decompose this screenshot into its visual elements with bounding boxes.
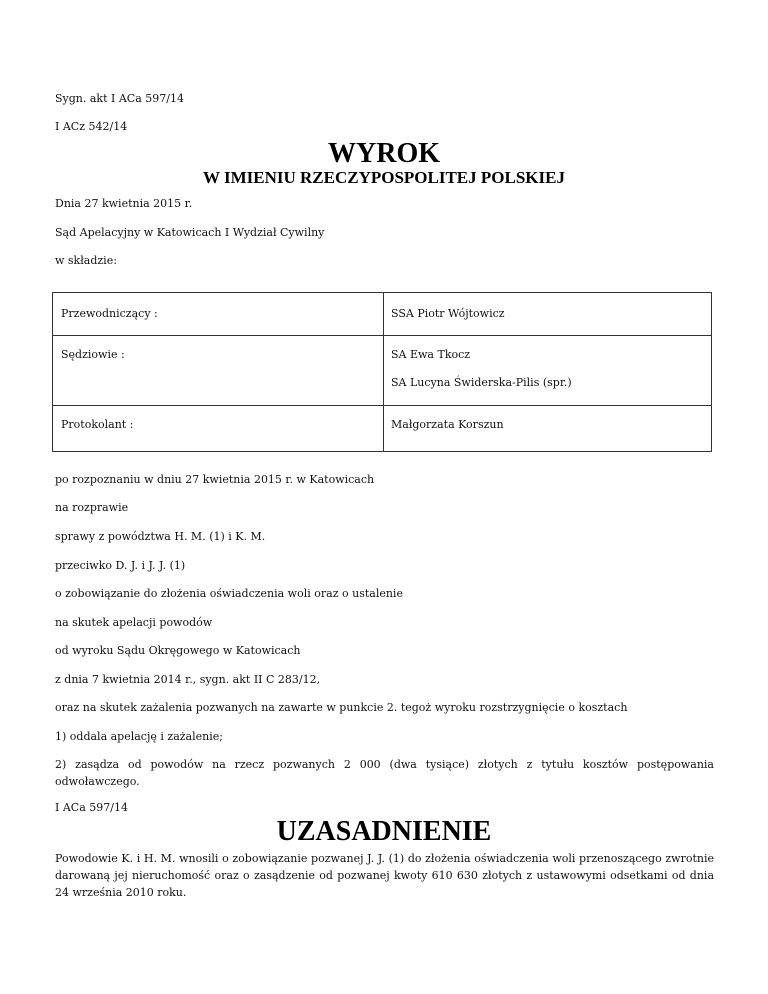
clerk-name: Małgorzata Korszun xyxy=(391,418,504,431)
body-line: na rozprawie xyxy=(55,501,129,514)
table-row-divider xyxy=(53,335,711,336)
body-line: oraz na skutek zażalenia pozwanych na zawarte w punkcie 2. tegoż wyroku rozstrzygnięcie o kosztach xyxy=(55,701,628,714)
body-line: z dnia 7 kwietnia 2014 r., sygn. akt II C 283/12, xyxy=(55,673,321,686)
table-column-divider xyxy=(383,293,384,451)
body-line: sprawy z powództwa H. M. (1) i K. M. xyxy=(55,530,266,543)
justification-paragraph: Powodowie K. i H. M. wnosili o zobowiązanie pozwanej J. J. (1) do złożenia oświadczenia woli przenoszącego zwrotnie darowaną jej nieruchomość oraz o zasądzenie od pozwanej kwoty 610 630 złotych z ustawowymi odsetkami od dnia 24 września 2010 roku. xyxy=(55,852,714,899)
judgment-title: WYROK xyxy=(328,138,440,169)
body-line: przeciwko D. J. i J. J. (1) xyxy=(55,559,186,572)
clerk-label: Protokolant : xyxy=(61,418,134,431)
judges-label: Sędziowie : xyxy=(61,348,125,361)
table-row-divider xyxy=(53,405,711,406)
chair-label: Przewodniczący : xyxy=(61,307,158,320)
justification-title: UZASADNIENIE xyxy=(276,816,492,847)
court-name: Sąd Apelacyjny w Katowicach I Wydział Cywilny xyxy=(55,226,325,239)
chair-name: SSA Piotr Wójtowicz xyxy=(391,307,505,320)
ruling-point: 1) oddala apelację i zażalenie; xyxy=(55,730,223,743)
composition-label: w składzie: xyxy=(55,254,117,267)
case-number-secondary: I ACz 542/14 xyxy=(55,120,128,133)
case-number-primary: Sygn. akt I ACa 597/14 xyxy=(55,92,184,105)
composition-table xyxy=(52,292,712,452)
ruling-point: 2) zasądza od powodów na rzecz pozwanych 2 000 (dwa tysiące) złotych z tytułu kosztów postępowania odwoławczego. xyxy=(55,758,714,788)
body-line: po rozpoznaniu w dniu 27 kwietnia 2015 r. w Katowicach xyxy=(55,473,375,486)
judge-name: SA Ewa Tkocz xyxy=(391,348,471,361)
case-reference: I ACa 597/14 xyxy=(55,801,128,814)
body-line: o zobowiązanie do złożenia oświadczenia woli oraz o ustalenie xyxy=(55,587,403,600)
body-line: od wyroku Sądu Okręgowego w Katowicach xyxy=(55,644,301,657)
judgment-date: Dnia 27 kwietnia 2015 r. xyxy=(55,197,193,210)
judge-name: SA Lucyna Świderska-Pilis (spr.) xyxy=(391,376,572,389)
body-line: na skutek apelacji powodów xyxy=(55,616,213,629)
judgment-subtitle: W IMIENIU RZECZYPOSPOLITEJ POLSKIEJ xyxy=(203,168,565,187)
